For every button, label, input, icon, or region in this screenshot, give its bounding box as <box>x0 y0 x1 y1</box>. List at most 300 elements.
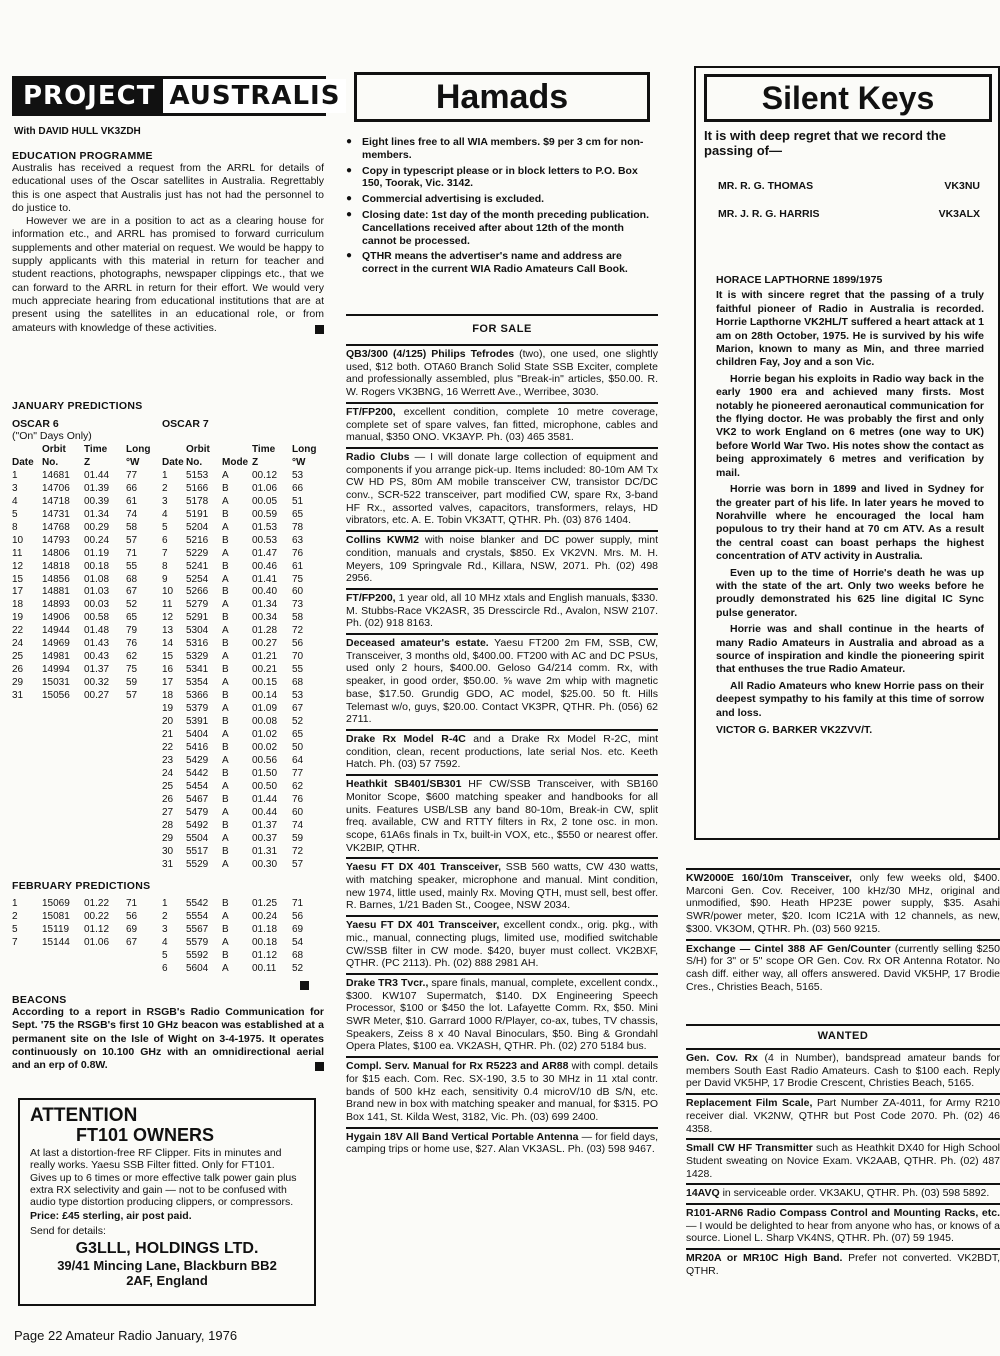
table-cell: 14856 <box>42 573 70 585</box>
table-row <box>162 586 316 599</box>
table-row <box>162 574 316 587</box>
table-cell: B <box>222 508 229 520</box>
table-cell: 00.05 <box>252 495 278 507</box>
table-cell: 00.18 <box>84 560 110 572</box>
table-cell: B <box>222 716 229 728</box>
ad-text: such as Heathkit DX40 for High School Student sweating on Novice Exam. VK2AAB, QTHR. Ph. (02) 487 1428. <box>686 1142 1000 1180</box>
table-cell: 69 <box>292 923 304 935</box>
table-cell: 00.14 <box>252 690 278 702</box>
table-cell: 15031 <box>42 677 70 689</box>
table-cell: 52 <box>292 962 304 974</box>
table-cell: B <box>222 949 229 961</box>
table-cell: 14969 <box>42 638 70 650</box>
january-heading: JANUARY PREDICTIONS <box>12 400 143 412</box>
table-row <box>162 599 316 612</box>
table-cell: 00.22 <box>84 910 110 922</box>
table-cell: 15056 <box>42 690 70 702</box>
table-row <box>162 638 316 651</box>
for-sale-ads <box>346 344 658 1159</box>
ad-heading: KW2000E 160/10m Transceiver, <box>686 872 852 884</box>
table-row <box>12 483 150 496</box>
table-cell: 1 <box>162 469 168 481</box>
table-cell: 14906 <box>42 612 70 624</box>
beacons-text: According to a report in RSGB's Radio Communication for Sept. '75 the RSGB's first 10 GHz beacon was established at a permanent site on the Isle of Wight on 3-4-1975. It operates continuously on 10.100 GHz with an omnidirectional aerial and an erp of 0.8W. <box>12 1006 324 1072</box>
table-cell: A <box>222 832 229 844</box>
table-cell: 24 <box>162 767 174 779</box>
table-cell: A <box>222 780 229 792</box>
table-row <box>162 496 316 509</box>
table-cell: 00.03 <box>84 599 110 611</box>
table-row <box>162 548 316 561</box>
table-cell: 1 <box>12 898 18 909</box>
table-row <box>162 651 316 664</box>
project-australis-header <box>12 76 341 116</box>
table-cell: 5304 <box>186 625 209 637</box>
obituary-heading: HORACE LAPTHORNE 1899/1975 <box>716 274 883 286</box>
table-row <box>12 924 146 937</box>
rule-text: Commercial advertising is excluded. <box>362 193 545 206</box>
table-cell: 00.24 <box>84 534 110 546</box>
table-cell: 01.09 <box>252 703 278 715</box>
end-mark <box>315 325 324 334</box>
ad-heading: Drake Rx Model R-4C <box>346 732 466 745</box>
table-cell: 1 <box>12 469 18 481</box>
table-cell: A <box>222 495 229 507</box>
table-cell: 01.02 <box>252 728 278 740</box>
classified-ad <box>686 1183 1000 1203</box>
table-cell: 74 <box>292 819 304 831</box>
classified-ad <box>686 1048 1000 1093</box>
rule-text: QTHR means the advertiser's name and address are correct in the current WIA Radio Amateurs Call Book. <box>362 250 628 276</box>
table-cell: 51 <box>292 495 304 507</box>
bullet-icon: ● <box>346 193 353 205</box>
table-cell: 17 <box>12 586 24 598</box>
table-cell: 01.28 <box>252 625 278 637</box>
classified-ad <box>346 729 658 774</box>
table-cell: Z <box>84 456 91 468</box>
table-cell: 55 <box>292 664 304 676</box>
ad-text: in serviceable order. VK3AKU, QTHR. Ph. (03) 598 5892. <box>719 1187 990 1200</box>
classified-ad <box>686 868 1000 939</box>
table-cell: Date <box>12 456 34 468</box>
table-cell: 72 <box>292 845 304 857</box>
table-cell: A <box>222 521 229 533</box>
table-cell: A <box>222 469 229 481</box>
table-row <box>12 651 150 664</box>
table-cell: 5279 <box>186 599 209 611</box>
table-header-row <box>12 444 150 457</box>
table-cell: 68 <box>292 949 304 961</box>
rule-item <box>346 250 658 276</box>
table-cell: B <box>222 664 229 676</box>
table-cell: 00.40 <box>252 586 278 598</box>
table-cell: 5604 <box>186 962 209 974</box>
table-cell: 68 <box>126 573 138 585</box>
classified-ad <box>346 973 658 1056</box>
table-cell: 67 <box>292 703 304 715</box>
table-cell: 15081 <box>42 910 70 922</box>
classified-ad <box>346 633 658 729</box>
table-cell: 5592 <box>186 949 209 961</box>
classified-ad <box>686 1203 1000 1248</box>
table-cell: Time <box>252 444 276 455</box>
table-cell: 01.48 <box>84 625 110 637</box>
table-cell: 5404 <box>186 728 209 740</box>
table-cell: 00.30 <box>252 858 278 870</box>
table-cell: 25 <box>162 780 174 792</box>
table-cell: °W <box>126 456 140 468</box>
table-cell: 15069 <box>42 898 70 909</box>
attention-price: Price: £45 sterling, air post paid. <box>30 1210 192 1223</box>
obituary-paragraph: Horrie was born in 1899 and lived in Sydney for the greater part of his life. In later years he moved to Norahville where he encouraged the local ham populous to try their hand at 70 cm ATV. As a result the central coast can boast perhaps the highest concentration of ATV activity in Australia. <box>716 483 984 563</box>
rule-text: Eight lines free to all WIA members. $9 per 3 cm for non-members. <box>362 136 644 161</box>
ad-heading: Deceased amateur's estate. <box>346 637 489 650</box>
table-row <box>12 677 150 690</box>
table-cell: 5291 <box>186 612 209 624</box>
table-cell: 55 <box>126 560 138 572</box>
table-cell: 5204 <box>186 521 209 533</box>
table-cell: 01.08 <box>84 573 110 585</box>
table-cell: 5341 <box>186 664 209 676</box>
obituary-paragraph: Horrie began his exploits in Radio way back in the early 1900 era and achieved many firsts. Most notably he pioneered aeronautical communication for the flying doctor. He was probably the first and only VK2 to work England on 6 metres (one way to UK) before World War Two. His notes show the contact as being approximately 6 metres and verification by mail. <box>716 372 984 479</box>
table-cell: 5554 <box>186 910 209 922</box>
table-cell: A <box>222 806 229 818</box>
table-cell: 59 <box>292 832 304 844</box>
rule-text: Copy in typescript please or in block letters to P.O. Box 150, Toorak, Vic. 3142. <box>362 164 638 190</box>
table-cell: 00.29 <box>84 521 110 533</box>
table-cell: 01.41 <box>252 573 278 585</box>
table-cell: 00.53 <box>252 534 278 546</box>
table-cell: 75 <box>292 573 304 585</box>
table-row <box>162 911 316 924</box>
table-cell: 76 <box>292 547 304 559</box>
table-cell: 5366 <box>186 690 209 702</box>
table-cell: 00.18 <box>252 936 278 948</box>
ad-heading: Hygain 18V All Band Vertical Portable Antenna <box>346 1130 579 1143</box>
table-cell: B <box>222 741 229 753</box>
table-row <box>162 781 316 794</box>
table-cell: A <box>222 599 229 611</box>
table-cell: 01.12 <box>252 949 278 961</box>
table-cell: 66 <box>292 482 304 494</box>
table-row <box>162 561 316 574</box>
table-row <box>162 794 316 807</box>
table-cell: 01.37 <box>84 664 110 676</box>
table-cell: 5 <box>162 521 168 533</box>
table-cell: A <box>222 910 229 922</box>
ad-text: (4 in Number), bandspread amateur bands for members South East Radio Amateurs. Cash to $100 each. Reply per David VK5HP, 17 Brodie Crescent, Christies Beach, 5165. <box>686 1052 1000 1090</box>
table-row <box>12 911 146 924</box>
table-cell: 28 <box>162 819 174 831</box>
divider <box>686 1024 1000 1026</box>
ad-text: with compl. details for $15 each. Com. Rec. SX-190, 3.5 to 30 MHz in 11 xtal contr. bands of 500 kHz each, sensitivity 0.4 microV/10 dB S/N, etc. Brand new in box with matching speaker and manual, for $315. PO Box 141, St. Kilda West, 3182, Vic. Ph. (03) 699 2400. <box>346 1060 659 1123</box>
table-cell: 68 <box>292 677 304 689</box>
table-cell: 22 <box>162 741 174 753</box>
table-cell: 31 <box>12 690 24 702</box>
table-cell: 61 <box>292 560 304 572</box>
obituary-paragraph: Even up to the time of Horrie's death he was up with the state of the art. Only two weeks before he proudly demonstrated his 625 line digital IC Sync pulse generator. <box>716 566 984 619</box>
classified-ad <box>346 1056 658 1127</box>
table-cell: 18 <box>12 599 24 611</box>
classified-ad <box>346 402 658 447</box>
table-cell: 01.21 <box>252 651 278 663</box>
table-cell: 5153 <box>186 469 209 481</box>
bullet-icon: ● <box>346 208 353 220</box>
table-cell: 14981 <box>42 651 70 663</box>
table-row <box>162 950 316 963</box>
rule-item <box>346 193 658 206</box>
table-cell: 31 <box>162 858 174 870</box>
table-cell: 26 <box>12 664 24 676</box>
table-cell: 15144 <box>42 936 70 948</box>
wanted-ads <box>686 1048 1000 1281</box>
table-cell: 75 <box>126 664 138 676</box>
table-cell: 54 <box>292 936 304 948</box>
ad-text: (two), one used, one slightly used, $12 both. OTA60 Branch Solid State SSB Exciter, complete and professionally assembled, plus "Break-in" articles, $50.00. R. W. Rogers VK3BNG, 16 Werrett Ave., Werribee, 3030. <box>346 348 658 399</box>
ad-heading: Drake TR3 Tvcr., <box>346 976 429 989</box>
table-row <box>12 522 150 535</box>
table-cell: 00.24 <box>252 910 278 922</box>
table-cell: 5216 <box>186 534 209 546</box>
table-cell: 58 <box>292 612 304 624</box>
attention-address-2: 2AF, England <box>126 1273 208 1289</box>
table-cell: 56 <box>292 638 304 650</box>
table-cell: A <box>222 677 229 689</box>
table-cell: B <box>222 793 229 805</box>
table-cell: 2 <box>162 482 168 494</box>
ad-heading: Yaesu FT DX 401 Transceiver, <box>346 861 502 874</box>
classified-ad <box>686 1138 1000 1183</box>
table-cell: 6 <box>162 534 168 546</box>
ad-text: — for field days, camping trips or home use, $27. Alan VK3ASL. Ph. (03) 598 9467. <box>346 1130 659 1156</box>
table-cell: A <box>222 936 229 948</box>
table-cell: 79 <box>126 625 138 637</box>
classified-ad <box>346 530 658 588</box>
february-oscar6-table <box>12 898 146 950</box>
silent-keys-title: Silent Keys <box>704 74 992 122</box>
classified-ad <box>686 1093 1000 1138</box>
ad-text: Yaesu FT200 2m FM, SSB, CW, Transceiver, 3 months old, $400.00. FT200 with AC and DC PSUs, used only 2 hours, $400.00. Geloso G4/214 comm. Rx, with speaker, in good order, $50.00. ⅝ wave 2m whip with magnetic base, $17.50. Grundig GDO, AC model, $25.00. 50 ft. Hills Telemast w/o, guys, $20.00. Contact VK3PR, QTHR. Ph. (056) 62 2711. <box>346 637 659 726</box>
table-row <box>162 742 316 755</box>
ad-heading: Yaesu FT DX 401 Transceiver, <box>346 919 500 932</box>
end-mark <box>315 1062 324 1071</box>
table-cell: 00.58 <box>84 612 110 624</box>
table-row <box>162 846 316 859</box>
header-project: PROJECT <box>15 79 163 113</box>
wanted-heading: WANTED <box>817 1030 869 1042</box>
ad-text: 1 year old, all 10 MHz xtals and English manuals, $330. M. Stubbs-Race VK2ASR, 35 Dresscircle Rd., Avalon, NSW 2107. Ph. (02) 918 8163. <box>346 591 658 630</box>
table-cell: 52 <box>126 599 138 611</box>
table-cell: 19 <box>162 703 174 715</box>
table-cell: 00.02 <box>252 741 278 753</box>
table-cell: 29 <box>12 677 24 689</box>
table-cell: 66 <box>126 482 138 494</box>
table-cell: 71 <box>126 898 138 909</box>
table-cell: 15 <box>12 573 24 585</box>
ad-heading: Compl. Serv. Manual for Rx R5223 and AR88 <box>346 1060 569 1073</box>
table-cell: 57 <box>292 858 304 870</box>
table-row <box>12 625 150 638</box>
table-cell: A <box>222 625 229 637</box>
silent-keys-intro: It is with deep regret that we record the passing of— <box>704 128 946 158</box>
byline: With DAVID HULL VK3ZDH <box>14 126 141 137</box>
table-cell: 14806 <box>42 547 70 559</box>
table-header-row <box>162 457 316 470</box>
table-cell: 01.22 <box>84 898 110 909</box>
table-cell: A <box>222 728 229 740</box>
table-cell: 5166 <box>186 482 209 494</box>
table-row <box>12 937 146 950</box>
table-cell: 00.27 <box>84 690 110 702</box>
table-cell: 00.50 <box>252 780 278 792</box>
ad-heading: Exchange — Cintel 388 AF Gen/Counter <box>686 942 891 955</box>
hamads-rules <box>346 136 658 279</box>
table-cell: 12 <box>162 612 174 624</box>
table-cell: Mode <box>222 456 249 468</box>
table-cell: 14706 <box>42 482 70 494</box>
table-row <box>12 898 146 911</box>
classified-ad <box>686 1248 1000 1280</box>
for-sale-heading: FOR SALE <box>472 323 532 335</box>
table-cell: 14944 <box>42 625 70 637</box>
table-cell: 77 <box>292 767 304 779</box>
table-cell: B <box>222 612 229 624</box>
table-row <box>162 898 316 911</box>
ad-heading: QB3/300 (4/125) Philips Tefrodes <box>346 348 515 360</box>
classified-ad <box>686 939 1000 997</box>
table-cell: A <box>222 858 229 870</box>
table-cell: 5229 <box>186 547 209 559</box>
table-row <box>162 483 316 496</box>
rule-text: Closing date: 1st day of the month preceding publication. Cancellations received after about 12th of the month cannot be processed. <box>362 208 650 247</box>
ad-text: with noise blanker and DC power supply, mint condition, manuals and crystals, $850. Ex VK2VN. Mrs. M. H. Meyers, 109 Springvale Rd., Killara, NSW, 2071. Ph. (02) 498 2956. <box>346 534 658 585</box>
table-cell: A <box>222 703 229 715</box>
table-row <box>162 664 316 677</box>
table-cell: A <box>222 754 229 766</box>
table-cell: 10 <box>162 586 174 598</box>
table-row <box>162 690 316 703</box>
hamads-title: Hamads <box>354 72 650 122</box>
table-cell: 11 <box>12 547 23 559</box>
table-cell: 53 <box>292 690 304 702</box>
table-cell <box>222 444 252 457</box>
table-cell: 14768 <box>42 521 70 533</box>
table-cell: 00.37 <box>252 832 278 844</box>
bullet-icon: ● <box>346 250 353 262</box>
attention-title: ATTENTION <box>30 1105 138 1126</box>
silent-key-name: MR. J. R. G. HARRIS <box>718 208 820 220</box>
rule-item <box>346 136 658 162</box>
classified-ad <box>346 344 658 402</box>
table-row <box>12 535 150 548</box>
table-cell: 00.59 <box>252 508 278 520</box>
table-row <box>162 859 316 872</box>
table-cell: 65 <box>292 508 304 520</box>
table-cell: 23 <box>162 754 174 766</box>
table-cell: 00.32 <box>84 677 110 689</box>
table-cell: 01.18 <box>252 923 278 935</box>
table-cell: 5316 <box>186 638 209 650</box>
table-cell: 5517 <box>186 845 209 857</box>
ad-text: HF CW/SSB Transceiver, with SB160 Monitor Scope, $600 matching speaker and handbooks for all units. Features USB/LSB any band 80-10m, Break-in CW, split freq. available, CW and RTTY filters in Rx, 2 tone osc. in mon. scope, 61A6s finals in Tx, built-in VOX, etc., $550 or nearest offer. VK2BIP, QTHR. <box>346 778 658 854</box>
classified-ad <box>346 588 658 633</box>
table-row <box>12 509 150 522</box>
ad-heading: FT/FP200, <box>346 405 396 418</box>
table-cell: 14881 <box>42 586 70 598</box>
table-cell: 30 <box>162 845 174 857</box>
obituary-paragraph: Horrie was and shall continue in the hearts of many Radio Amateurs in Australia and abroad as a source of inspiration and kindle the pioneering spirit that enthuses the true Radio Amateur. <box>716 623 984 676</box>
table-cell: 01.06 <box>84 936 110 948</box>
table-cell: 29 <box>162 832 174 844</box>
table-cell: 2 <box>162 910 168 922</box>
table-cell: 67 <box>126 586 138 598</box>
silent-keys-box <box>694 66 1000 840</box>
table-cell: 5429 <box>186 754 209 766</box>
silent-key-call: VK3ALX <box>938 208 980 220</box>
table-cell: 4 <box>162 508 168 520</box>
table-cell: 5492 <box>186 819 209 831</box>
table-cell: Date <box>162 456 184 468</box>
attention-send: Send for details: <box>30 1224 106 1237</box>
classified-ad <box>346 774 658 857</box>
table-cell: 10 <box>12 534 24 546</box>
table-cell: 71 <box>292 898 304 909</box>
attention-body: At last a distortion-free RF Clipper. Fits in minutes and really works. Yaesu SSB Filter fitted. Only for FT101. Gives up to 6 times or more effective talk power gain plus extra RX selectivity and gain — not to be confused with audio type distortion producing clippers, or compressors. <box>30 1147 297 1209</box>
table-cell: 14818 <box>42 560 70 572</box>
table-cell: Z <box>252 456 259 468</box>
table-cell: 5529 <box>186 858 209 870</box>
table-row <box>12 548 150 561</box>
table-row <box>12 574 150 587</box>
table-cell: B <box>222 586 229 598</box>
table-cell: 01.44 <box>84 469 110 481</box>
table-cell: 5354 <box>186 677 209 689</box>
ad-heading: FT/FP200, <box>346 591 396 604</box>
ad-text: only few weeks old, $400. Marconi Gen. Cov. Receiver, 100 kHz/30 MHz, original and unmodified, $90. Heath HP23E power supply, $35. Asahi SWR/power meter, $20. Icom IC21A with 12 channels, as new, $300. VK3OM, QTHR. Ph. (03) 560 9215. <box>686 872 1000 935</box>
attention-address-1: 39/41 Mincing Lane, Blackburn BB2 <box>57 1258 277 1274</box>
table-cell: 01.37 <box>252 819 278 831</box>
table-cell: 76 <box>126 638 138 650</box>
table-cell: Orbit <box>42 444 66 455</box>
table-cell: 14793 <box>42 534 70 546</box>
table-cell: 58 <box>126 521 138 533</box>
table-cell: 00.12 <box>252 469 278 481</box>
table-cell: No. <box>186 456 203 468</box>
table-cell: 71 <box>126 547 138 559</box>
table-cell: B <box>222 923 229 935</box>
on-days-note: ("On" Days Only) <box>12 430 92 442</box>
table-cell: 7 <box>162 547 168 559</box>
table-cell: 5504 <box>186 832 209 844</box>
table-row <box>162 755 316 768</box>
table-row <box>12 586 150 599</box>
table-cell: 72 <box>292 625 304 637</box>
table-cell: 5329 <box>186 651 209 663</box>
table-cell: A <box>222 651 229 663</box>
table-cell: 00.34 <box>252 612 278 624</box>
table-cell: B <box>222 898 229 909</box>
table-cell <box>162 444 186 457</box>
table-cell: 25 <box>12 651 24 663</box>
table-cell: 14718 <box>42 495 70 507</box>
table-row <box>162 937 316 950</box>
divider <box>346 314 658 316</box>
table-cell: 52 <box>292 716 304 728</box>
table-row <box>162 716 316 729</box>
table-cell: 5178 <box>186 495 209 507</box>
ad-text: excellent condx., orig. pkg., with mic., manual, connecting plugs, limited use, modified switchable CW/SSB filter in CW mode. $420, buyer must collect. VK2BXF, QTHR. (PC 2113). Ph. (02) 888 2981 AH. <box>346 919 658 970</box>
table-cell: 8 <box>162 560 168 572</box>
